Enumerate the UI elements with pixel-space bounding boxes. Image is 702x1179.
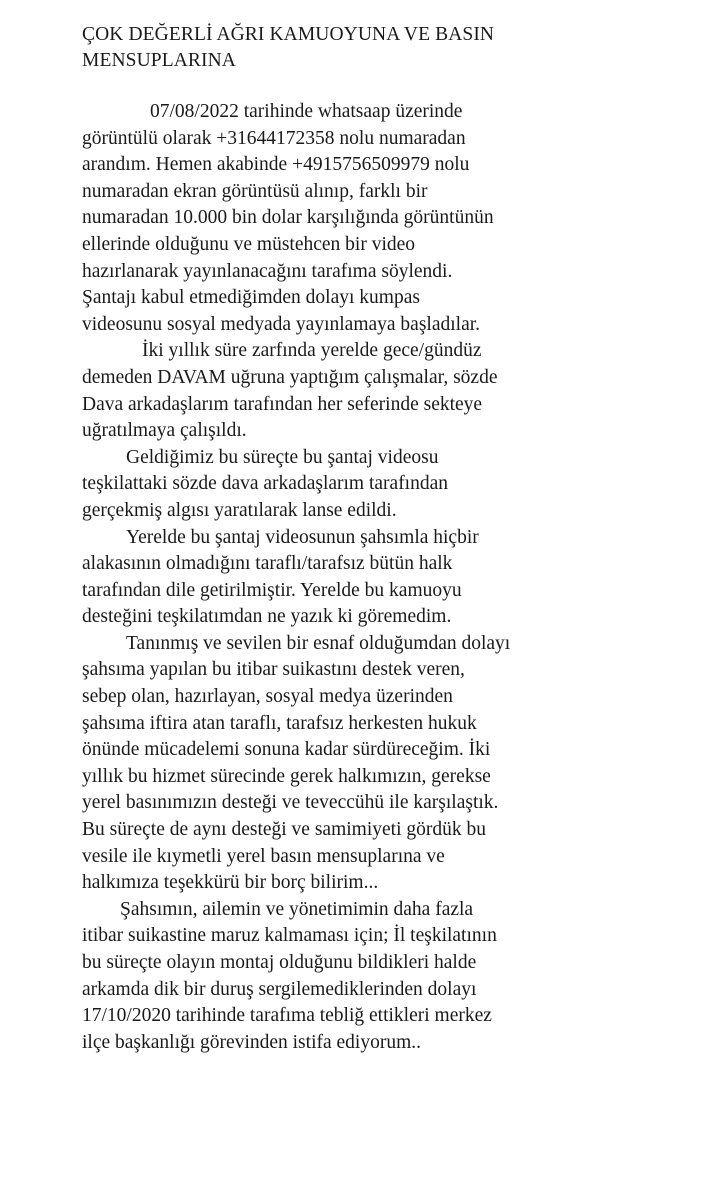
text-line: teşkilattaki sözde dava arkadaşlarım tarafından: [82, 473, 449, 495]
document-body: [82, 99, 692, 1056]
text-line: Şantajı kabul etmediğimden dolayı kumpas: [82, 287, 420, 309]
text-line: arandım. Hemen akabinde +4915756509979 nolu: [82, 154, 470, 176]
text-line: vesile ile kıymetli yerel basın mensuplarına ve: [82, 845, 445, 867]
text-line: demeden DAVAM uğruna yaptığım çalışmalar, sözde: [82, 366, 498, 388]
text-line: önünde mücadelemi sonuna kadar sürdüreceğim. İki: [82, 739, 491, 761]
text-line: Bu süreçte de aynı desteği ve samimiyeti gördük bu: [82, 819, 486, 841]
text-line: numaradan 10.000 bin dolar karşılığında görüntünün: [82, 207, 494, 229]
text-line: şahsıma iftira atan taraflı, tarafsız herkesten hukuk: [82, 712, 477, 734]
text-line: Yerelde bu şantaj videosunun şahsımla hiçbir: [126, 526, 479, 548]
text-line: arkamda dik bir duruş sergilemediklerinden dolayı: [82, 978, 477, 1000]
text-line: halkımıza teşekkürü bir borç bilirim...: [82, 872, 379, 894]
text-line: Tanınmış ve sevilen bir esnaf olduğumdan dolayı: [126, 632, 511, 654]
text-line: İki yıllık süre zarfında yerelde gece/gündüz: [142, 340, 482, 362]
paragraph-6: [82, 897, 692, 1057]
text-line: uğratılmaya çalışıldı.: [82, 420, 247, 442]
text-line: Şahsımın, ailemin ve yönetimimin daha fazla: [120, 898, 474, 920]
text-line: itibar suikastine maruz kalmaması için; İl teşkilatının: [82, 925, 497, 947]
text-line: desteğini teşkilatımdan ne yazık ki göremedim.: [82, 606, 452, 628]
text-line: numaradan ekran görüntüsü alınıp, farklı bir: [82, 180, 428, 202]
text-line: ellerinde olduğunu ve müstehcen bir video: [82, 233, 416, 255]
paragraph-4: [82, 525, 692, 631]
text-line: tarafından dile getirilmiştir. Yerelde bu kamuoyu: [82, 579, 462, 601]
text-line: Geldiğimiz bu süreçte bu şantaj videosu: [126, 446, 439, 468]
text-line: ilçe başkanlığı görevinden istifa ediyorum..: [82, 1031, 421, 1053]
text-line: hazırlanarak yayınlanacağını tarafıma söylendi.: [82, 260, 453, 282]
text-line: 17/10/2020 tarihinde tarafıma tebliğ ettikleri merkez: [82, 1005, 492, 1027]
text-line: şahsıma yapılan bu itibar suikastını destek veren,: [82, 659, 465, 681]
text-line: videosunu sosyal medyada yayınlamaya başladılar.: [82, 313, 481, 335]
text-line: gerçekmiş algısı yaratılarak lanse edildi.: [82, 499, 397, 521]
paragraph-3: [82, 445, 692, 525]
text-line: yerel basınımızın desteği ve teveccühü ile karşılaştık.: [82, 792, 499, 814]
text-line: görüntülü olarak +31644172358 nolu numaradan: [82, 127, 466, 149]
text-line: Dava arkadaşlarım tarafından her seferinde sekteye: [82, 393, 483, 415]
document-title: [82, 22, 682, 74]
paragraph-5: [82, 631, 692, 897]
text-line: 07/08/2022 tarihinde whatsaap üzerinde: [150, 101, 463, 122]
paragraph-1: [82, 99, 692, 338]
text-line: bu süreçte olayın montaj olduğunu bildikleri halde: [82, 952, 477, 973]
text-line: sebep olan, hazırlayan, sosyal medya üzerinden: [82, 686, 453, 708]
paragraph-2: [82, 338, 692, 444]
text-line: alakasının olmadığını taraflı/tarafsız bütün halk: [82, 553, 453, 575]
title-line: ÇOK DEĞERLİ AĞRI KAMUOYUNA VE BASIN: [82, 24, 495, 45]
text-line: yıllık bu hizmet sürecinde gerek halkımızın, gerekse: [82, 765, 491, 787]
title-line: MENSUPLARINA: [82, 50, 236, 71]
